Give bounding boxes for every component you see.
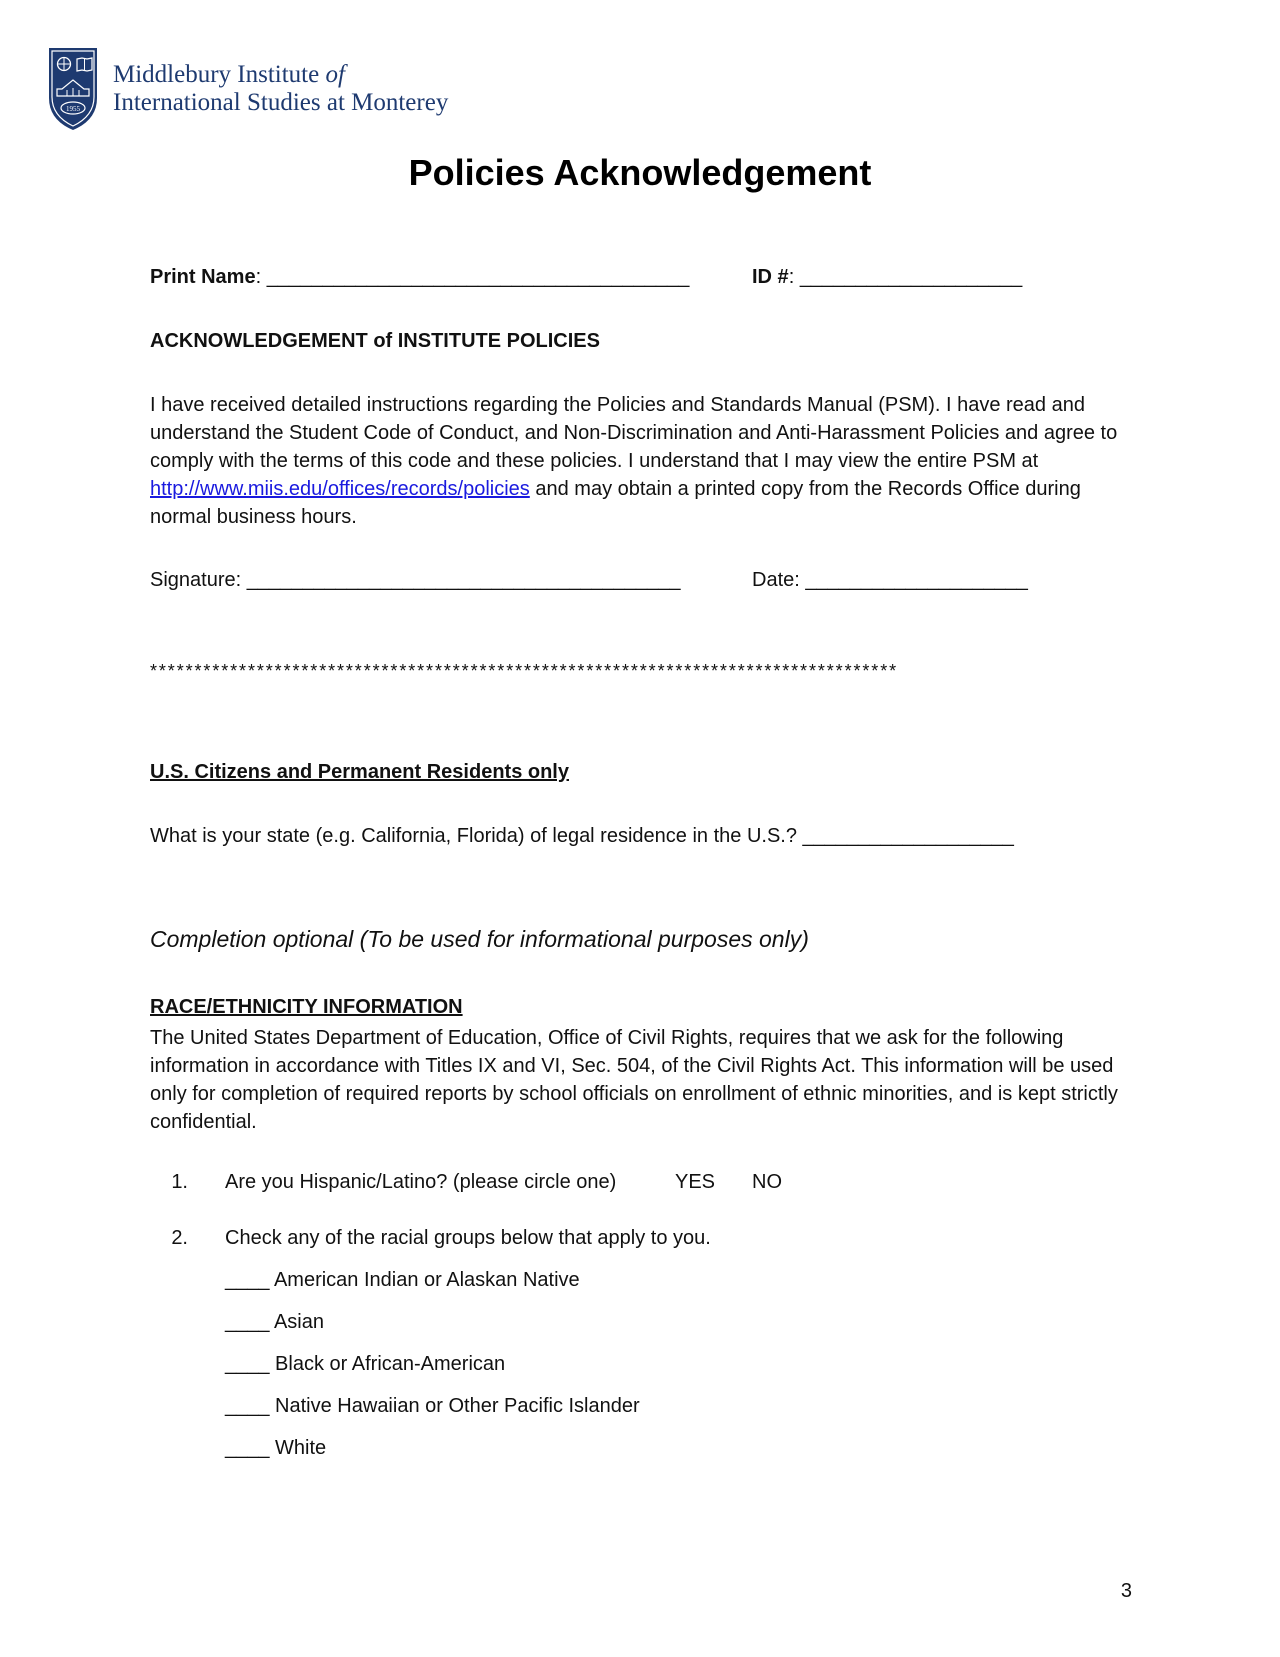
hispanic-no-option[interactable]: NO — [752, 1171, 782, 1193]
state-question: What is your state (e.g. California, Florida) of legal residence in the U.S.? ___________________ — [150, 825, 1014, 847]
hispanic-yes-option[interactable]: YES — [675, 1171, 716, 1193]
id-blank[interactable]: ____________________ — [799, 266, 1023, 288]
race-option-blank[interactable]: ____ — [225, 1311, 270, 1333]
race-option-label: White — [269, 1437, 327, 1459]
logo-line-2: International Studies at Monterey — [113, 89, 449, 116]
race-paragraph: The United States Department of Education, Office of Civil Rights, requires that we ask for the following information in accordance with Titles IX and VI, Sec. 504, of the Civil Rights Act. This information will be used only for completion of required reports by school officials on enrollment of ethnic minorities, and is kept strictly confidential. — [150, 1027, 1118, 1133]
race-option-label: Asian — [269, 1311, 324, 1333]
race-option-blank[interactable]: ____ — [225, 1395, 270, 1417]
race-option — [225, 1266, 580, 1294]
logo-wordmark — [113, 61, 448, 117]
question-1-number: 1. — [171, 1171, 188, 1193]
policies-link[interactable]: http://www.miis.edu/offices/records/policies — [150, 478, 530, 500]
id-separator: : — [788, 266, 800, 288]
question-1 — [150, 1168, 616, 1196]
race-option — [225, 1308, 324, 1336]
race-option-label: American Indian or Alaskan Native — [269, 1269, 580, 1291]
signature-blank[interactable]: _______________________________________ — [246, 569, 681, 591]
date-blank[interactable]: ____________________ — [805, 569, 1028, 591]
page-title: Policies Acknowledgement — [408, 152, 872, 193]
race-option-label: Black or African-American — [269, 1353, 506, 1375]
question-2-text: Check any of the racial groups below that apply to you. — [225, 1227, 711, 1249]
ack-text-before-link: I have received detailed instructions regarding the Policies and Standards Manual (PSM). I have read and understand the Student Code of Conduct, and Non-Discrimination and Anti-Harassment Policies and agree to comply with the terms of this code and these policies. I understand that I may view the entire PSM at — [150, 394, 1118, 472]
id-row — [752, 263, 1022, 291]
print-name-label: Print Name — [150, 266, 256, 288]
race-option — [225, 1350, 505, 1378]
ack-heading: ACKNOWLEDGEMENT of INSTITUTE POLICIES — [150, 330, 600, 352]
race-option — [225, 1392, 640, 1420]
id-label: ID # — [752, 266, 789, 288]
optional-note: Completion optional (To be used for informational purposes only) — [150, 926, 809, 952]
ack-paragraph — [150, 391, 1140, 531]
race-option — [225, 1434, 326, 1462]
race-option-label: Native Hawaiian or Other Pacific Islander — [269, 1395, 640, 1417]
shield-crest-icon — [47, 46, 99, 132]
star-separator: ************************************************************************************ — [150, 661, 899, 681]
race-option-blank[interactable]: ____ — [225, 1269, 270, 1291]
print-name-blank[interactable]: ______________________________________ — [266, 266, 690, 288]
question-2 — [150, 1224, 711, 1252]
signature-label: Signature: — [150, 569, 247, 591]
institute-logo — [47, 46, 448, 132]
date-row — [752, 566, 1028, 594]
logo-line-1-italic: of — [325, 61, 345, 88]
name-row — [150, 263, 689, 291]
signature-row — [150, 566, 681, 594]
race-option-blank[interactable]: ____ — [225, 1353, 270, 1375]
ack-text-after-link: and may obtain a printed copy from the Records Office during normal business hours. — [150, 478, 1081, 528]
date-label: Date: — [752, 569, 806, 591]
question-2-number: 2. — [171, 1227, 188, 1249]
race-heading: RACE/ETHNICITY INFORMATION — [150, 996, 463, 1018]
logo-year: 1955 — [66, 105, 80, 113]
residents-heading: U.S. Citizens and Permanent Residents only — [150, 761, 569, 783]
name-separator: : — [255, 266, 267, 288]
question-1-text: Are you Hispanic/Latino? (please circle one) — [225, 1171, 617, 1193]
logo-line-1: Middlebury Institute — [113, 61, 326, 88]
race-option-blank[interactable]: ____ — [225, 1437, 270, 1459]
page-number: 3 — [1120, 1580, 1132, 1602]
